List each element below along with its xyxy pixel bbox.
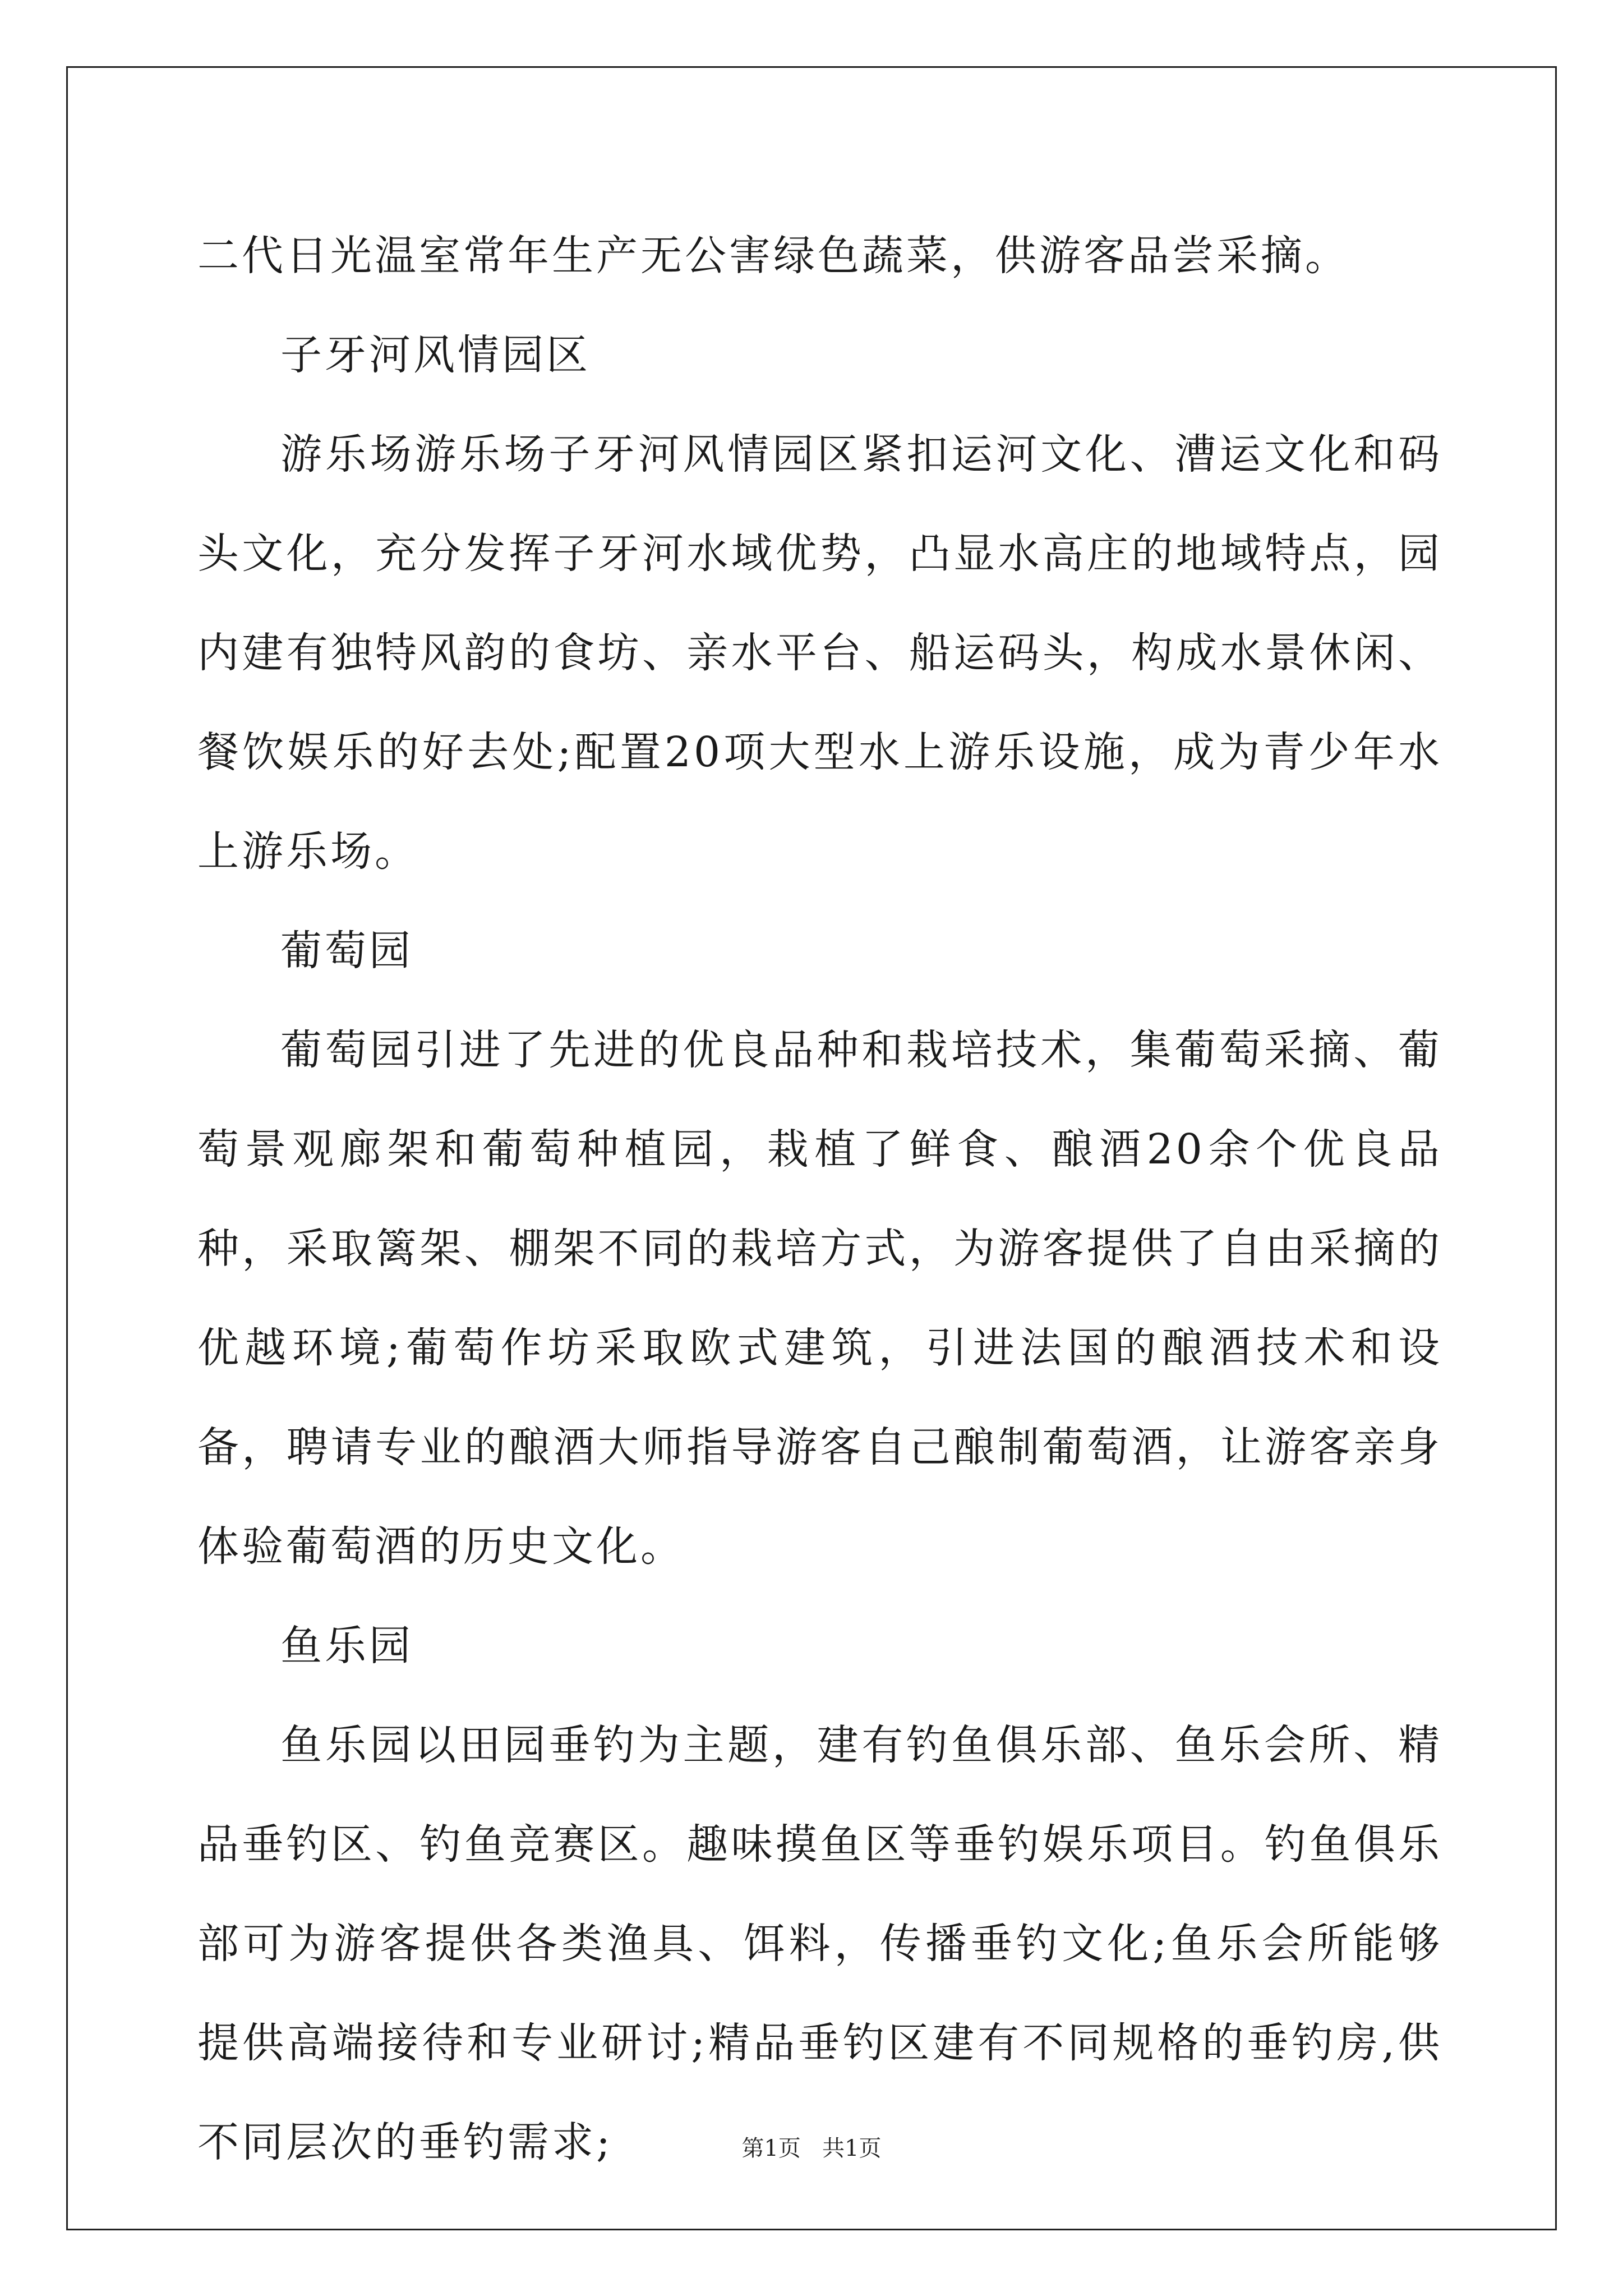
paragraph-ziyahe: 游乐场游乐场子牙河风情园区紧扣运河文化、漕运文化和码头文化，充分发挥子牙河水域优势，凸显水高庄的地域特点，园内建有独特风韵的食坊、亲水平台、船运码头，构成水景休闲、餐饮娱乐的好去处;配置20项大型水上游乐设施，成为青少年水上游乐场。 [197, 430, 1442, 876]
document-body [197, 206, 1442, 2192]
page-footer [0, 2131, 1623, 2162]
paragraph-vineyard: 葡萄园引进了先进的优良品种和栽培技术，集葡萄采摘、葡萄景观廊架和葡萄种植园，栽植了鲜食、酿酒20余个优良品种，采取篱架、棚架不同的栽培方式，为游客提供了自由采摘的优越环境;葡萄作坊采取欧式建筑，引进法国的酿酒技术和设备，聘请专业的酿酒大师指导游客自己酿制葡萄酒，让游客亲身体验葡萄酒的历史文化。 [197, 1026, 1442, 1571]
section-heading-fishing: 鱼乐园 [280, 1622, 413, 1670]
paragraph-continuation: 二代日光温室常年生产无公害绿色蔬菜，供游客品尝采摘。 [197, 232, 1349, 280]
page-number: 第1页 共1页 [741, 2136, 882, 2161]
section-heading-ziyahe: 子牙河风情园区 [280, 331, 591, 379]
section-heading-vineyard: 葡萄园 [280, 927, 413, 975]
paragraph-fishing: 鱼乐园以田园垂钓为主题，建有钓鱼俱乐部、鱼乐会所、精品垂钓区、钓鱼竞赛区。趣味摸鱼区等垂钓娱乐项目。钓鱼俱乐部可为游客提供各类渔具、饵料，传播垂钓文化;鱼乐会所能够提供高端接待和专业研讨;精品垂钓区建有不同规格的垂钓房,供不同层次的垂钓需求; [197, 1721, 1442, 2166]
